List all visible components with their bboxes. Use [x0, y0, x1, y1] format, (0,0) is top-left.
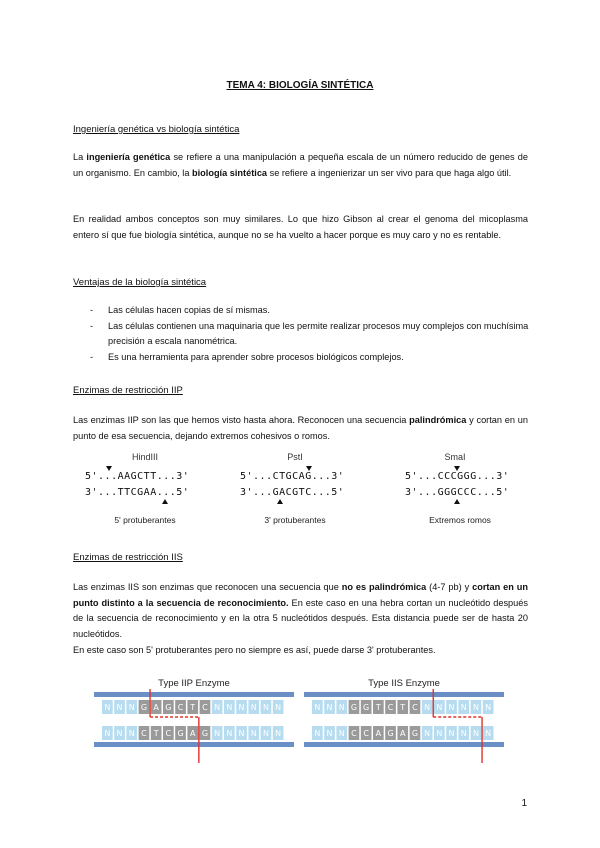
base-letter: N — [460, 703, 467, 712]
base-letter: G — [201, 729, 209, 738]
base-letter: C — [387, 703, 394, 712]
base-letter: C — [165, 729, 172, 738]
base-letter: N — [238, 729, 245, 738]
sequence-bottom: 3'...TTCGAA...5' — [85, 487, 190, 498]
list-item: - Las células contienen una maquinaria que les permite realizar procesos muy complejos con muchísima precisión a escala nanométrica. — [90, 319, 530, 350]
dna-backbone — [94, 692, 294, 697]
base-letter: G — [387, 729, 394, 738]
dna-backbone — [304, 692, 504, 697]
enzyme-caption: 5' protuberantes — [114, 515, 176, 525]
base-letter: N — [250, 729, 257, 738]
base-letter: N — [262, 703, 269, 712]
paragraph-iis: Las enzimas IIS son enzimas que reconocen una secuencia que no es palindrómica (4-7 pb) y cortan en un punto distinto a la secuencia de reconocimiento. En este caso en una hebra cortan un nucleótido después de la secuencia de reconocimiento y en la otra 5 nucleótidos después. Esta distancia puede ser de hasta 20 nucleótidos. — [73, 582, 528, 639]
base-letter: N — [326, 729, 333, 738]
restriction-enzymes-figure — [70, 452, 530, 532]
base-letter: N — [436, 703, 443, 712]
section-heading-ventajas: Ventajas de la biología sintética — [73, 277, 207, 288]
base-letter: N — [116, 703, 123, 712]
enzyme-caption: 3' protuberantes — [264, 515, 326, 525]
list-item: - Es una herramienta para aprender sobre procesos biológicos complejos. — [90, 350, 530, 366]
base-letter: N — [485, 729, 492, 738]
base-letter: N — [116, 729, 123, 738]
base-letter: N — [104, 703, 111, 712]
base-letter: N — [338, 729, 345, 738]
sequence-top: 5'...CTGCAG...3' — [240, 471, 345, 482]
base-letter: N — [275, 703, 282, 712]
base-letter: G — [140, 703, 148, 712]
base-letter: N — [472, 729, 479, 738]
base-letter: A — [190, 729, 196, 738]
base-letter: A — [400, 729, 406, 738]
base-letter: A — [153, 703, 159, 712]
base-letter: N — [424, 703, 431, 712]
enzyme-name: SmaI — [444, 452, 466, 462]
section-heading-iip: Enzimas de restricción IIP — [73, 385, 183, 396]
enzyme-caption: Extremos romos — [429, 515, 491, 525]
base-letter: G — [165, 703, 172, 712]
paragraph-definitions: La ingeniería genética se refiere a una manipulación a pequeña escala de un número reducido de genes de un organismo. En cambio, la biología sintética se refiere a ingenierizar un ser vivo para que haga algo útil. — [73, 152, 528, 178]
dna-backbone — [94, 742, 294, 747]
base-letter: C — [412, 703, 418, 712]
base-letter: N — [338, 703, 345, 712]
base-letter: T — [153, 729, 159, 738]
base-letter: N — [214, 729, 221, 738]
figure-title-iip: Type IIP Enzyme — [158, 678, 230, 689]
base-letter: N — [226, 703, 233, 712]
base-letter: N — [275, 729, 282, 738]
base-letter: N — [436, 729, 443, 738]
sequence-bottom: 3'...GACGTC...5' — [240, 487, 345, 498]
paragraph-gibson: En realidad ambos conceptos son muy similares. Lo que hizo Gibson al crear el genoma del micoplasma entero sí que fue biología sintética, aunque no se ha vuelto a hacer porque es muy caro y no es rentable. — [73, 214, 528, 240]
paragraph-iis-note: En este caso son 5' protuberantes pero no siempre es así, puede darse 3' protuberantes. — [73, 645, 436, 655]
base-letter: N — [326, 703, 333, 712]
cut-site-marker-icon — [106, 466, 112, 471]
base-letter: C — [202, 703, 208, 712]
base-letter: N — [424, 729, 431, 738]
base-letter: N — [448, 703, 455, 712]
base-letter: N — [238, 703, 245, 712]
page-number: 1 — [521, 798, 527, 809]
section-heading-iis: Enzimas de restricción IIS — [73, 552, 183, 563]
sequence-top: 5'...CCCGGG...3' — [405, 471, 510, 482]
base-letter: N — [250, 703, 257, 712]
base-letter: N — [485, 703, 492, 712]
sequence-bottom: 3'...GGGCCC...5' — [405, 487, 510, 498]
base-letter: C — [141, 729, 147, 738]
enzyme-name: HindIII — [131, 452, 158, 462]
type-iip-figure — [94, 678, 294, 763]
list-item: - Las células hacen copias de sí mismas. — [90, 303, 530, 319]
base-letter: N — [448, 729, 455, 738]
base-letter: G — [363, 703, 370, 712]
base-letter: G — [350, 703, 358, 712]
base-letter: N — [104, 729, 111, 738]
base-letter: N — [128, 729, 135, 738]
type-iis-figure — [304, 678, 504, 763]
enzyme-name: PstI — [287, 452, 303, 462]
cut-site-marker-icon — [454, 466, 460, 471]
dna-backbone — [304, 742, 504, 747]
base-letter: N — [262, 729, 269, 738]
enzyme-types-figure — [92, 673, 512, 768]
advantages-list — [90, 303, 530, 365]
cut-site-marker-icon — [454, 499, 460, 504]
base-letter: N — [214, 703, 221, 712]
base-letter: N — [226, 729, 233, 738]
cut-site-marker-icon — [277, 499, 283, 504]
cut-site-marker-icon — [162, 499, 168, 504]
figure-title-iis: Type IIS Enzyme — [368, 678, 440, 689]
base-letter: T — [400, 703, 406, 712]
cut-site-marker-icon — [306, 466, 312, 471]
base-letter: N — [472, 703, 479, 712]
paragraph-iip: Las enzimas IIP son las que hemos visto hasta ahora. Reconocen una secuencia palindrómica y cortan en un punto de esa secuencia, dejando extremos cohesivos o romos. — [73, 415, 528, 441]
base-letter: T — [375, 703, 381, 712]
base-letter: C — [177, 703, 184, 712]
base-letter: C — [351, 729, 357, 738]
sequence-top: 5'...AAGCTT...3' — [85, 471, 190, 482]
section-heading-ingenieria: Ingeniería genética vs biología sintética — [73, 124, 240, 135]
base-letter: C — [363, 729, 369, 738]
base-letter: N — [460, 729, 467, 738]
page-title: TEMA 4: BIOLOGÍA SINTÉTICA — [226, 80, 374, 91]
base-letter: N — [314, 703, 321, 712]
base-letter: N — [314, 729, 321, 738]
base-letter: G — [177, 729, 184, 738]
base-letter: G — [411, 729, 419, 738]
base-letter: A — [375, 729, 382, 738]
base-letter: N — [128, 703, 135, 712]
base-letter: T — [190, 703, 196, 712]
